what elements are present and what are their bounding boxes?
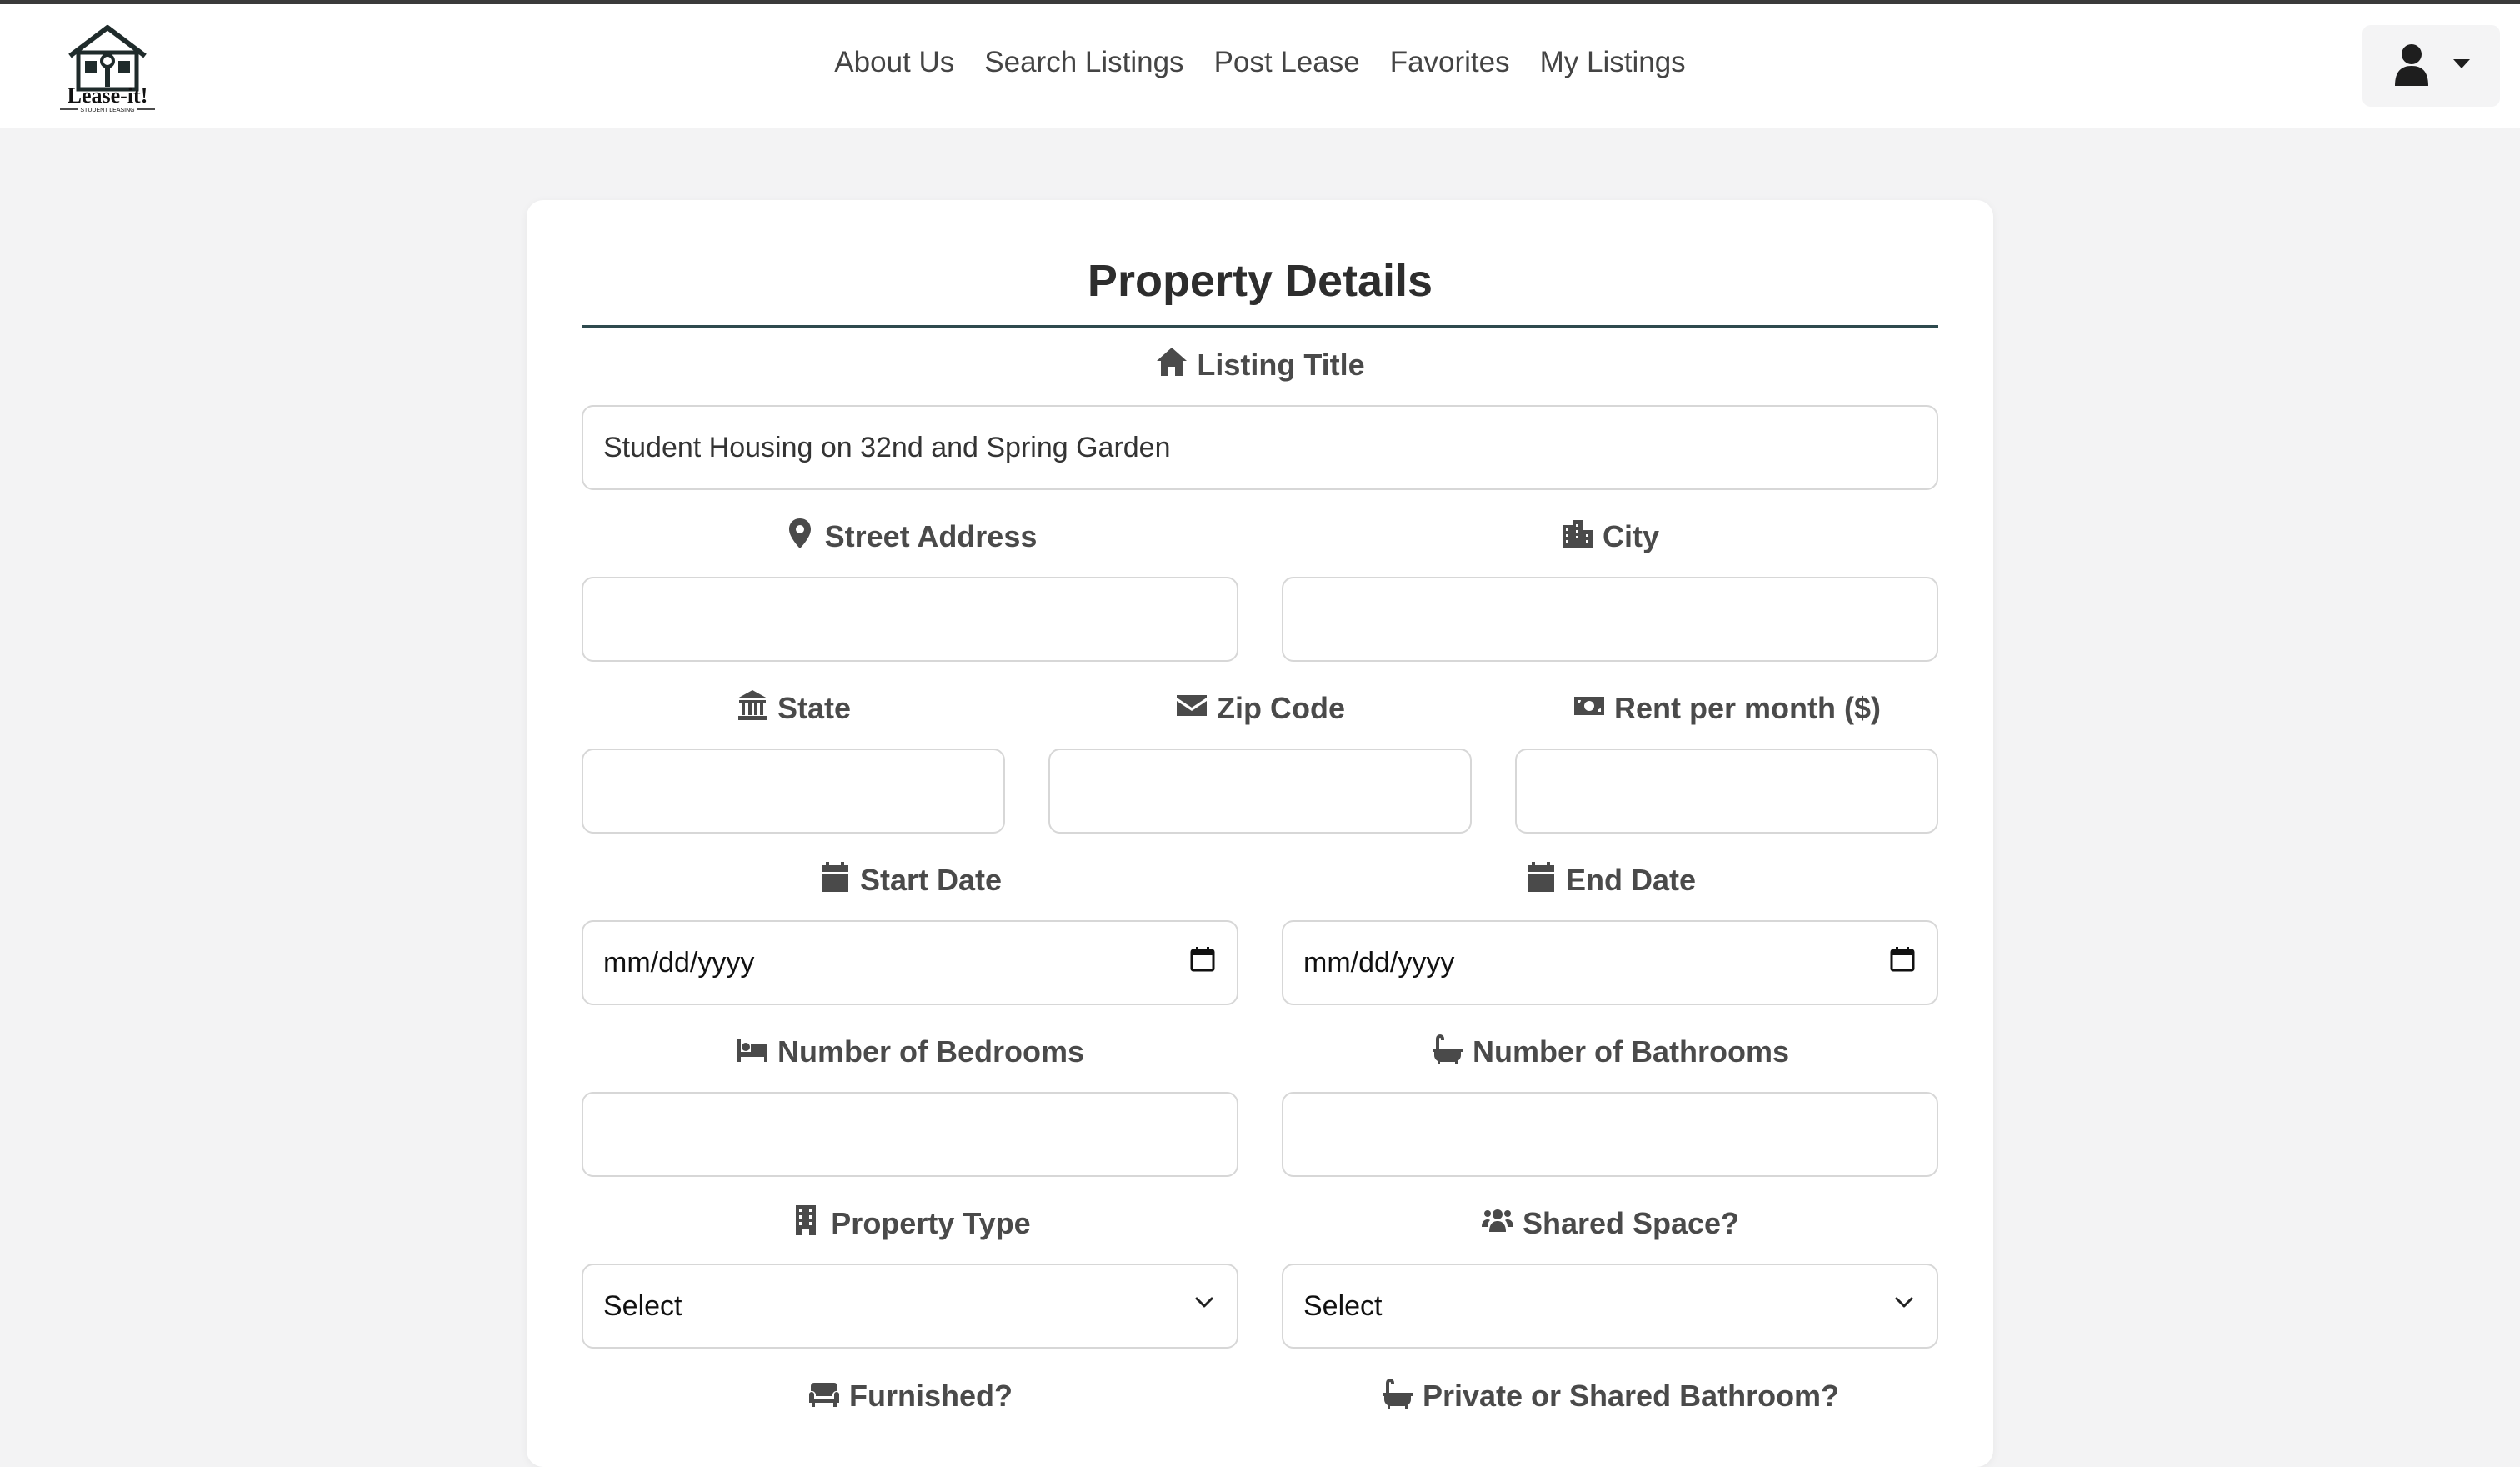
rent-label: Rent per month ($) — [1515, 690, 1938, 727]
bedrooms-input[interactable] — [582, 1092, 1238, 1177]
street-address-input[interactable] — [582, 577, 1238, 662]
svg-text:STUDENT LEASING: STUDENT LEASING — [80, 108, 135, 113]
navbar — [0, 4, 2520, 128]
end-date-input[interactable]: mm/dd/yyyy — [1282, 920, 1938, 1005]
rent-input[interactable] — [1515, 749, 1938, 834]
calendar-icon — [818, 860, 852, 901]
nav-about-us[interactable]: About Us — [834, 46, 955, 78]
bed-icon — [736, 1032, 769, 1073]
furnished-label: Furnished? — [582, 1378, 1238, 1414]
end-date-label: End Date — [1282, 862, 1938, 899]
nav-search-listings[interactable]: Search Listings — [984, 46, 1184, 78]
listing-title-value: Student Housing on 32nd and Spring Garden — [603, 431, 1171, 463]
chevron-down-icon — [1192, 1290, 1217, 1323]
user-menu-button[interactable] — [2362, 25, 2500, 107]
bathrooms-input[interactable] — [1282, 1092, 1938, 1177]
nav-favorites[interactable]: Favorites — [1389, 46, 1510, 78]
city-input[interactable] — [1282, 577, 1938, 662]
start-date-input[interactable]: mm/dd/yyyy — [582, 920, 1238, 1005]
zip-code-input[interactable] — [1048, 749, 1472, 834]
listing-title-label: Listing Title — [582, 347, 1938, 383]
nav-my-listings[interactable]: My Listings — [1539, 46, 1686, 78]
bathrooms-label: Number of Bathrooms — [1282, 1034, 1938, 1070]
calendar-picker-icon[interactable] — [1188, 945, 1217, 981]
nav-post-lease[interactable]: Post Lease — [1213, 46, 1360, 78]
start-date-label: Start Date — [582, 862, 1238, 899]
shared-space-select[interactable]: Select — [1282, 1264, 1938, 1349]
bath-icon — [1381, 1376, 1414, 1417]
state-input[interactable] — [582, 749, 1005, 834]
zip-code-label: Zip Code — [1048, 690, 1472, 727]
location-pin-icon — [783, 517, 817, 558]
bedrooms-label: Number of Bedrooms — [582, 1034, 1238, 1070]
building-icon — [789, 1204, 822, 1244]
listing-title-input[interactable] — [582, 405, 1938, 490]
money-icon — [1572, 688, 1606, 729]
svg-text:Lease-it!: Lease-it! — [67, 83, 148, 108]
shared-space-label: Shared Space? — [1282, 1205, 1938, 1242]
street-address-label: Street Address — [582, 518, 1238, 555]
property-type-select[interactable]: Select — [582, 1264, 1238, 1349]
users-icon — [1481, 1204, 1514, 1244]
property-type-label: Property Type — [582, 1205, 1238, 1242]
city-label: City — [1282, 518, 1938, 555]
calendar-icon — [1524, 860, 1558, 901]
house-icon — [1155, 345, 1188, 386]
main-nav — [0, 46, 2520, 79]
caret-down-icon — [2453, 58, 2470, 73]
bathroom-type-label: Private or Shared Bathroom? — [1282, 1378, 1938, 1414]
envelope-icon — [1175, 688, 1208, 729]
state-label: State — [582, 690, 1005, 727]
landmark-icon — [736, 688, 769, 729]
page-title: Property Details — [1087, 256, 1433, 306]
title-divider — [582, 325, 1938, 328]
chevron-down-icon — [1892, 1290, 1917, 1323]
city-icon — [1561, 517, 1594, 558]
property-details-card — [527, 200, 1993, 1467]
user-icon — [2393, 43, 2430, 90]
calendar-picker-icon[interactable] — [1888, 945, 1917, 981]
couch-icon — [808, 1376, 841, 1417]
bath-icon — [1431, 1032, 1464, 1073]
